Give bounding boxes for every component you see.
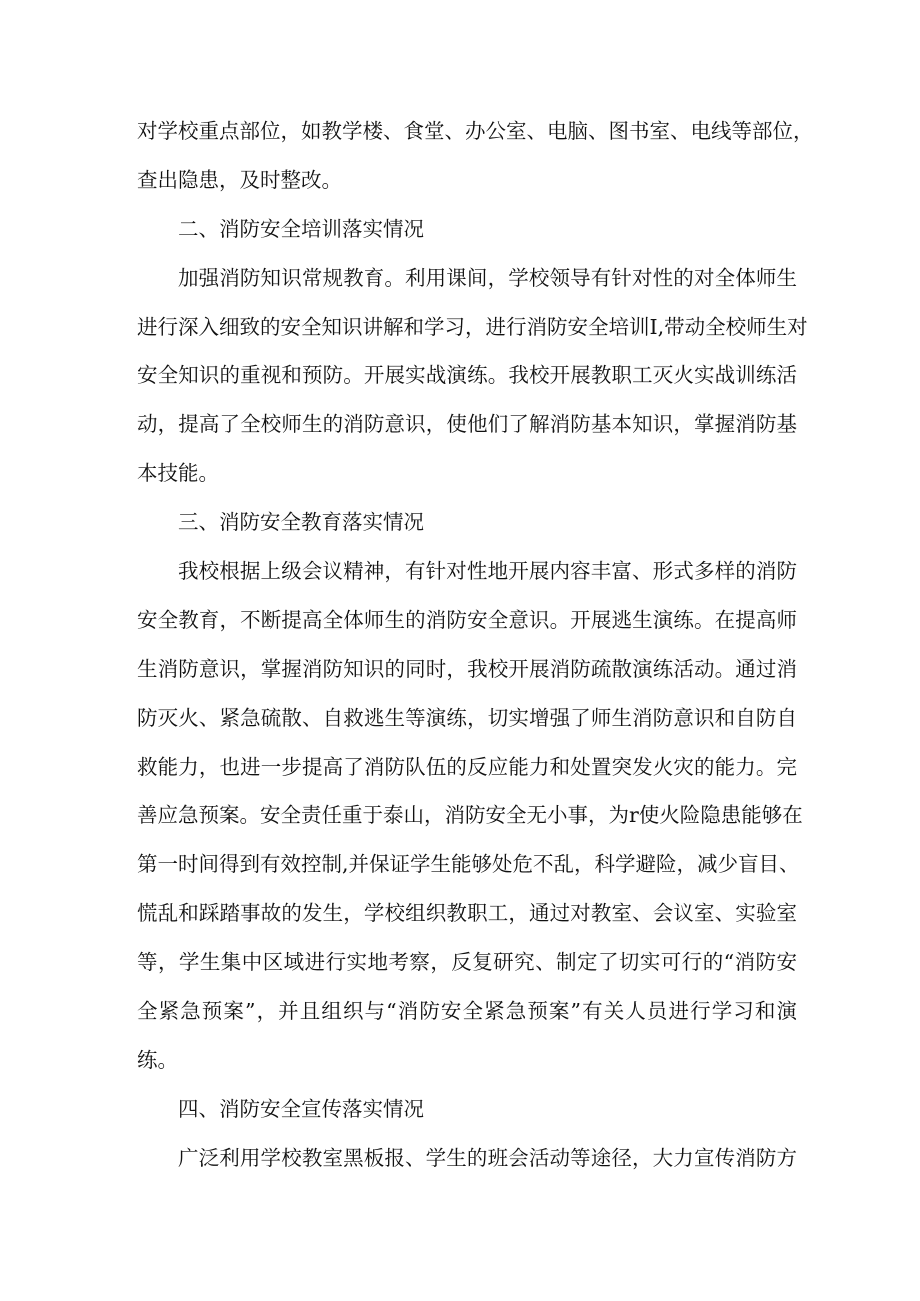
paragraph-first-line: 加强消防知识常规教育。利用课间，学校领导有针对性的对全体师生 xyxy=(178,265,797,290)
body-text-line: 善应急预案。安全责任重于泰山，消防安全无小事，为r使火险隐患能够在 xyxy=(137,803,803,828)
body-text-line: 安全教育，不断提高全体师生的消防安全意识。开展逃生演练。在提高师 xyxy=(137,607,797,632)
document-body xyxy=(137,107,814,1183)
body-text-line: 安全知识的重视和预防。开展实战演练。我校开展教职工灭火实战训练活 xyxy=(137,363,797,388)
paragraph-first-line: 我校根据上级会议精神，有针对性地开展内容丰富、形式多样的消防 xyxy=(178,559,797,584)
section-heading: 三、消防安全教育落实情况 xyxy=(178,510,424,535)
body-text-line: 防灭火、紧急硫散、自救逃生等演练，切实增强了师生消防意识和自防自 xyxy=(137,705,797,730)
body-text-line: 慌乱和踩踏事故的发生，学校组织教职工，通过对教室、会议室、实验室 xyxy=(137,901,797,926)
body-text-line: 全紧急预案”，并且组织与“消防安全紧急预案”有关人员进行学习和演 xyxy=(137,999,797,1024)
paragraph-last-line: 练。 xyxy=(137,1047,178,1072)
body-text-line: 救能力，也进一步提高了消防队伍的反应能力和处置突发火灾的能力。完 xyxy=(137,754,797,779)
section-heading: 四、消防安全宣传落实情况 xyxy=(178,1096,424,1121)
paragraph-last-line: 本技能。 xyxy=(137,461,219,486)
paragraph-last-line: 查出隐患，及时整改。 xyxy=(137,167,342,192)
body-text-line: 等，学生集中区域进行实地考察，反复研究、制定了切实可行的“消防安 xyxy=(137,950,797,975)
body-text-line: 第一时间得到有效控制,并保证学生能够处危不乱，科学避险，减少盲目、 xyxy=(137,852,800,877)
body-text-line: 动，提高了全校师生的消防意识，使他们了解消防基本知识，掌握消防基 xyxy=(137,412,797,437)
body-text-line: 进行深入细致的安全知识讲解和学习，进行消防安全培训I,带动全校师生对 xyxy=(137,314,808,339)
section-heading: 二、消防安全培训落实情况 xyxy=(178,216,424,241)
paragraph-first-line: 广泛利用学校教室黑板报、学生的班会活动等途径，大力宣传消防方 xyxy=(178,1145,797,1170)
body-text-line: 对学校重点部位，如教学楼、食堂、办公室、电脑、图书室、电线等部位， xyxy=(137,119,814,143)
body-text-line: 生消防意识，掌握消防知识的同时，我校开展消防疏散演练活动。通过消 xyxy=(137,656,797,681)
